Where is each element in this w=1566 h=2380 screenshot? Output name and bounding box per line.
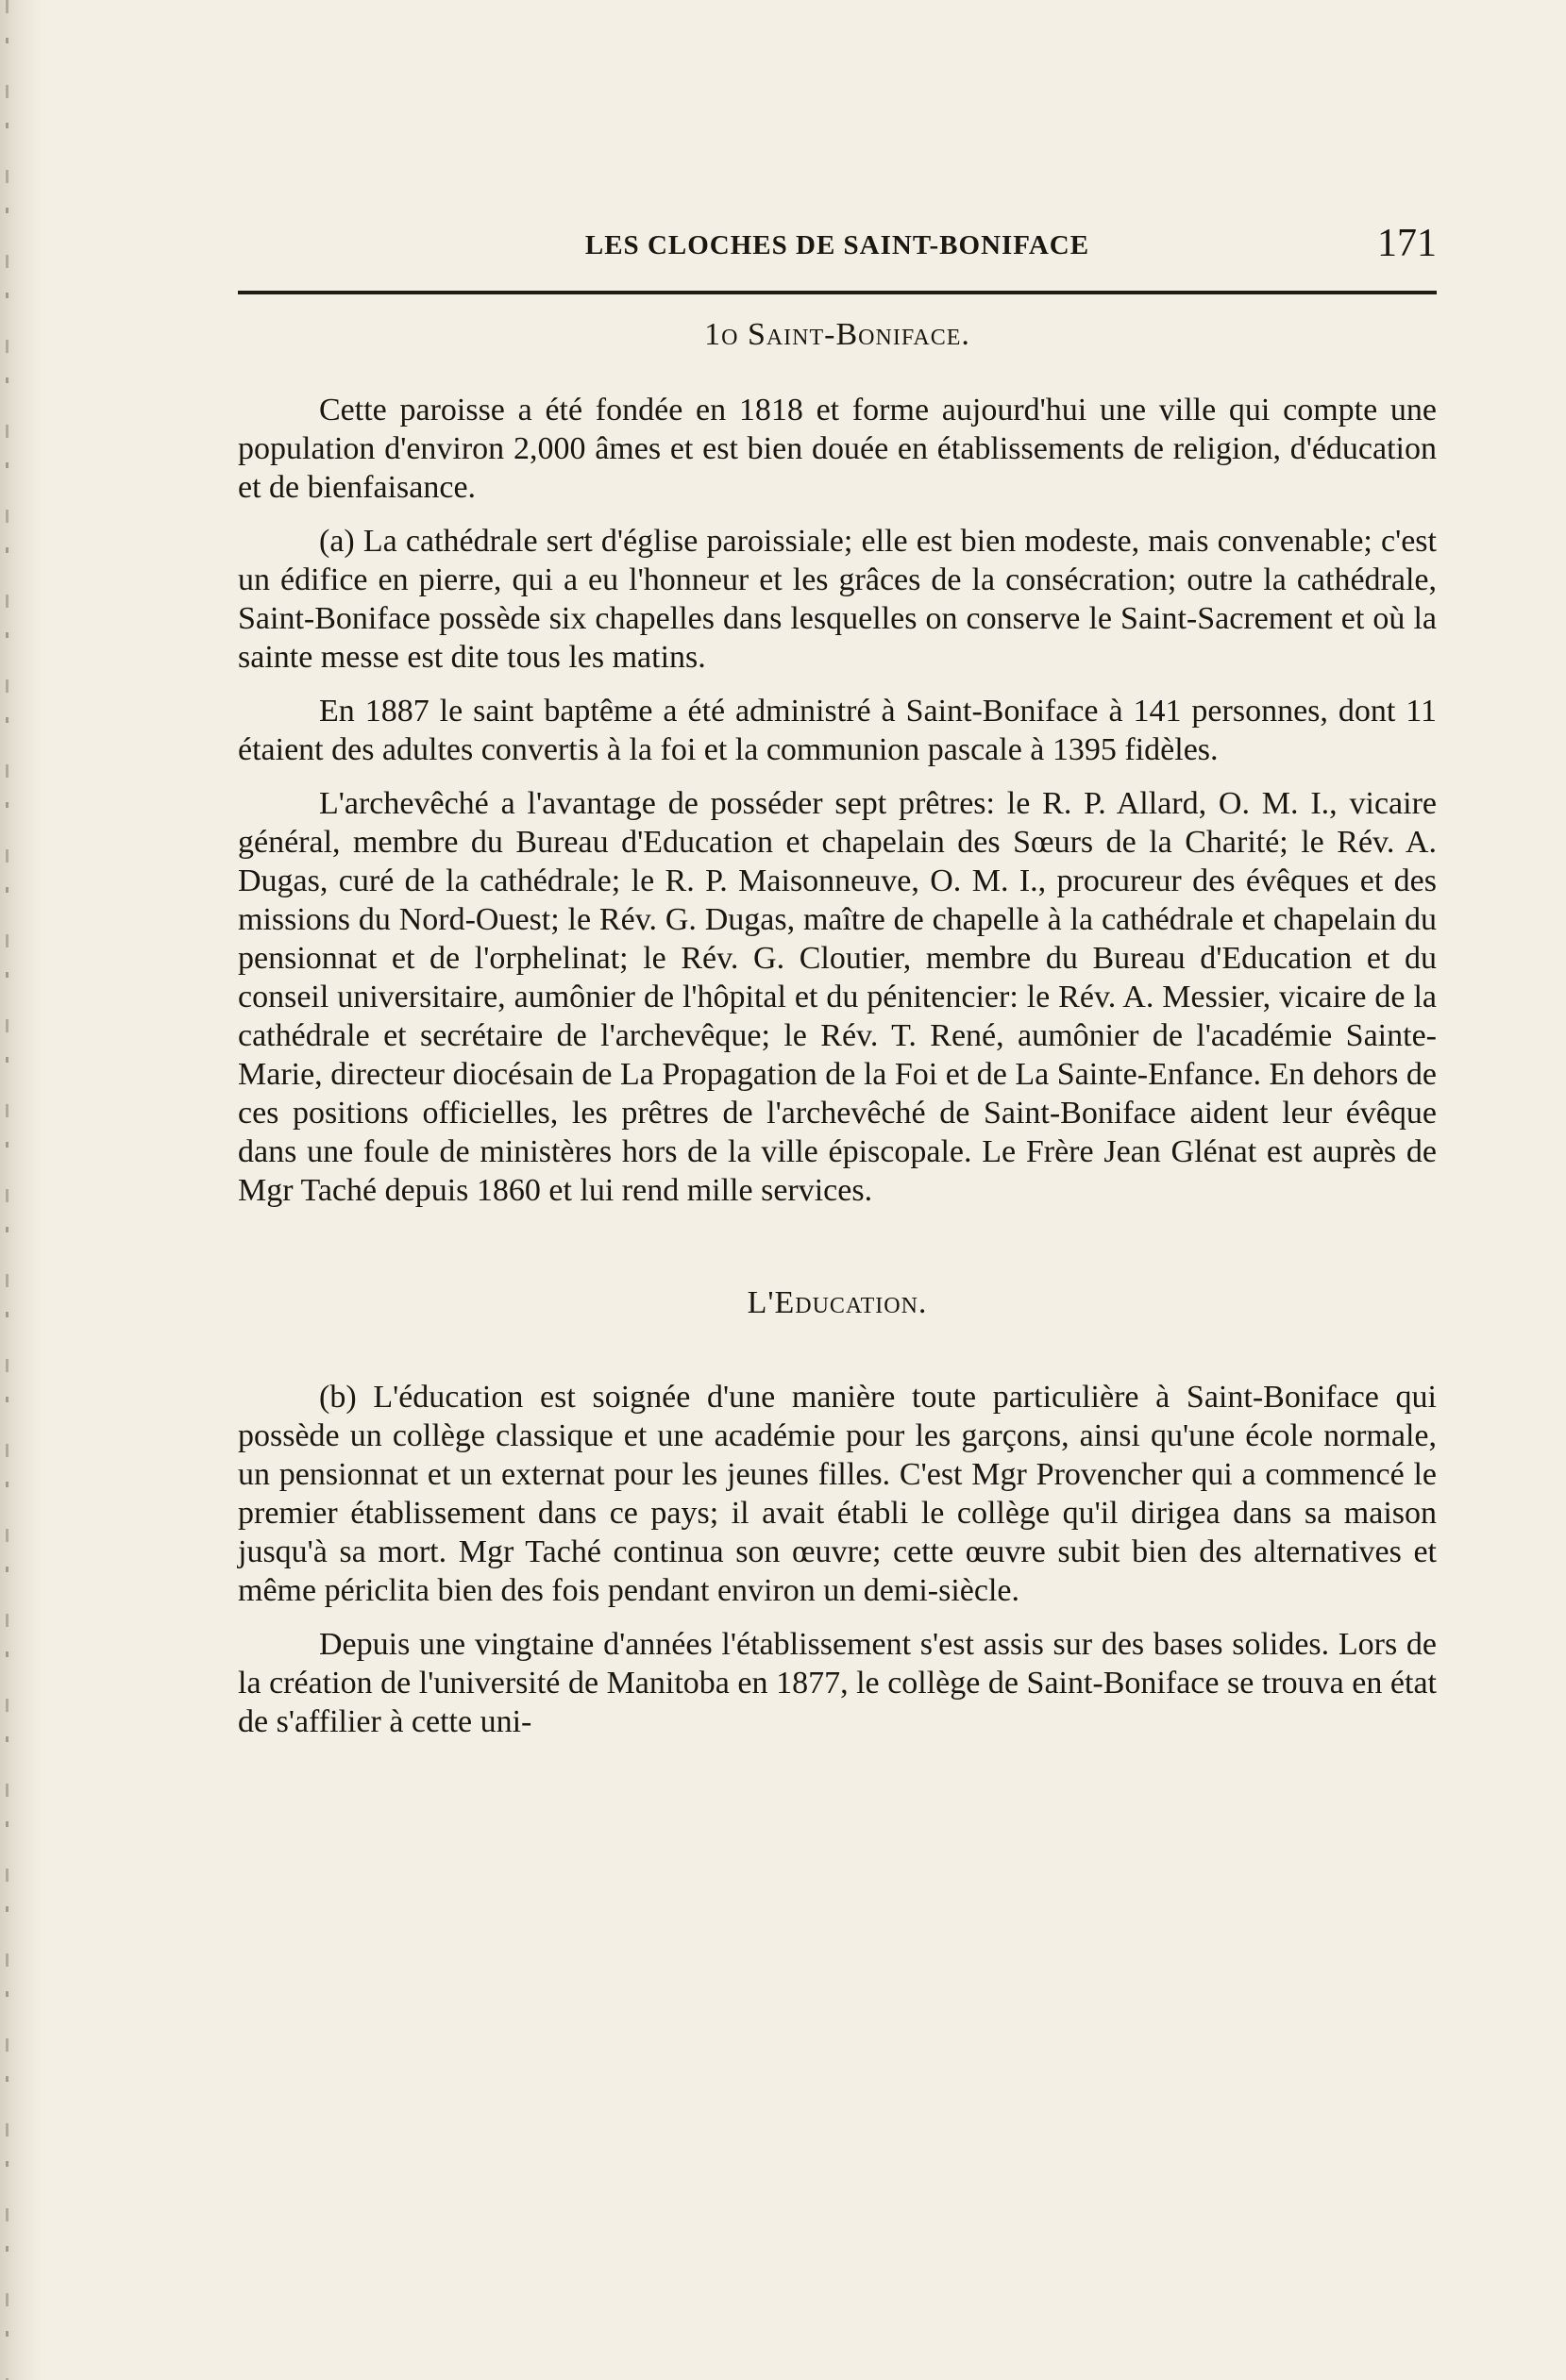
paragraph: En 1887 le saint baptême a été administré à Saint-Boniface à 141 personnes, dont 11 étaient des adultes convertis à la foi et la communion pascale à 1395 fidèles. (238, 694, 1437, 767)
scan-edge (0, 0, 42, 2380)
page-number: 171 (1377, 222, 1437, 265)
paragraph: (a) La cathédrale sert d'église paroissiale; elle est bien modeste, mais convenable; c'est un édifice en pierre, qui a eu l'honneur et les grâces de la consécration; outre la cathédrale, Saint-Boniface possède six chapelles dans lesquelles on conserve le Saint-Sacrement et où la sainte messe est dite tous les matins. (238, 524, 1437, 675)
paragraph: Cette paroisse a été fondée en 1818 et forme aujourd'hui une ville qui compte une population d'environ 2,000 âmes et est bien douée en établissements de religion, d'éducation et de bienfaisance. (238, 393, 1437, 505)
paragraph: Depuis une vingtaine d'années l'établissement s'est assis sur des bases solides. Lors de la création de l'université de Manitoba en 1877, le collège de Saint-Boniface se trouva en état de s'affilier à cette uni- (238, 1627, 1437, 1739)
running-head (238, 213, 1437, 270)
book-page (238, 213, 1437, 1741)
header-rule (238, 291, 1437, 294)
paragraph: L'archevêché a l'avantage de posséder sept prêtres: le R. P. Allard, O. M. I., vicaire général, membre du Bureau d'Education et chapelain des Sœurs de la Charité; le Rév. A. Dugas, curé de la cathédrale; le R. P. Maisonneuve, O. M. I., procureur des évêques et des missions du Nord-Ouest; le Rév. G. Dugas, maître de chapelle à la cathédrale et chapelain du pensionnat et de l'orphelinat; le Rév. G. Cloutier, membre du Bureau d'Education et du conseil universitaire, aumônier de l'hôpital et du pénitencier: le Rév. A. Messier, vicaire de la cathédrale et secrétaire de l'archevêque; le Rév. T. René, aumônier de l'académie Sainte-Marie, directeur diocésain de La Propagation de la Foi et de La Sainte-Enfance. En dehors de ces positions officielles, les prêtres de l'archevêché de Saint-Boniface aident leur évêque dans une foule de ministères hors de la ville épiscopale. Le Frère Jean Glénat est auprès de Mgr Taché depuis 1860 et lui rend mille services. (238, 786, 1437, 1208)
paragraph: (b) L'éducation est soignée d'une manière toute particulière à Saint-Boniface qui possède un collège classique et une académie pour les garçons, ainsi qu'une école normale, un pensionnat et un externat pour les jeunes filles. C'est Mgr Provencher qui a commencé le premier établissement dans ce pays; il avait établi le collège qu'il dirigea dans sa maison jusqu'à sa mort. Mgr Taché continua son œuvre; cette œuvre subit bien des alternatives et même périclita bien des fois pendant environ un demi-siècle. (238, 1380, 1437, 1608)
section-heading-education: L'Education. (747, 1285, 928, 1320)
section-heading-saint-boniface: 1o Saint-Boniface. (704, 317, 970, 352)
running-title: LES CLOCHES DE SAINT-BONIFACE (584, 230, 1090, 260)
